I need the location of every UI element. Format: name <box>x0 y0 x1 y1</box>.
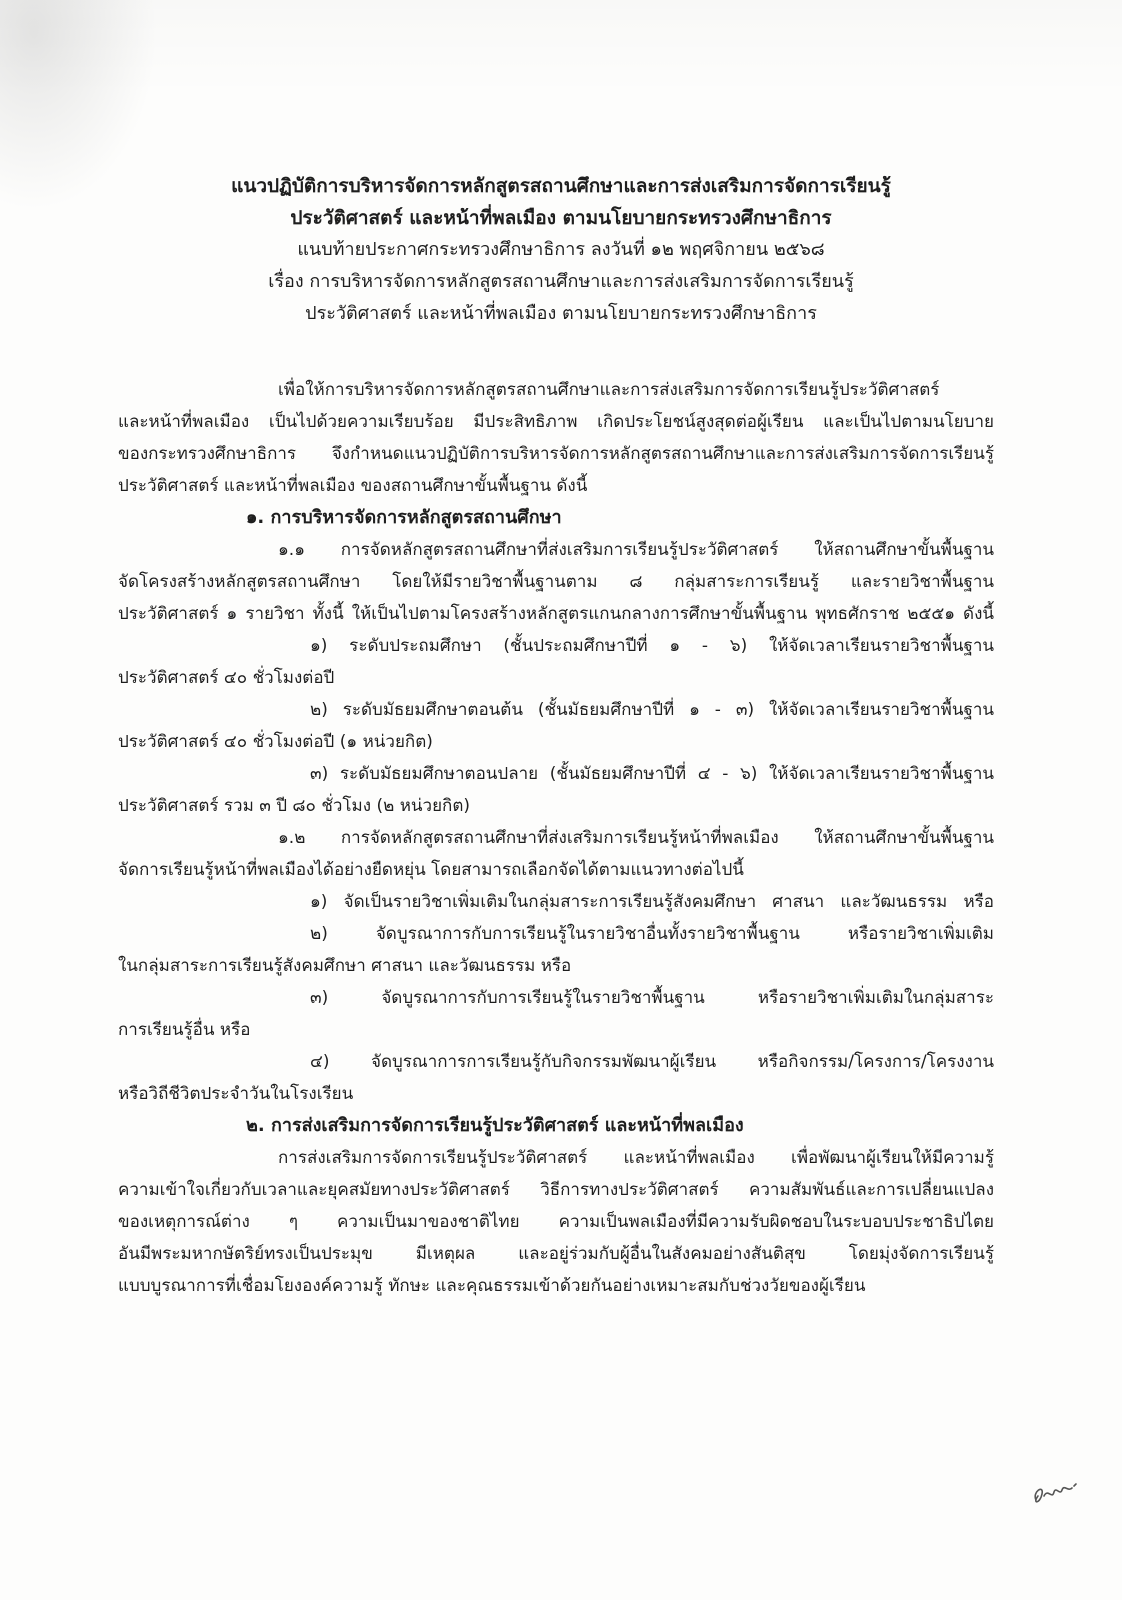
section-2-line: การส่งเสริมการจัดการเรียนรู้ประวัติศาสตร์ และหน้าที่พลเมือง เพื่อพัฒนาผู้เรียนให้มีความรู้ <box>278 1148 994 1168</box>
document-title-line-1: แนวปฏิบัติการบริหารจัดการหลักสูตรสถานศึกษาและการส่งเสริมการจัดการเรียนรู้ <box>231 175 891 197</box>
paragraph-1-1-line: ๑.๑ การจัดหลักสูตรสถานศึกษาที่ส่งเสริมการเรียนรู้ประวัติศาสตร์ ให้สถานศึกษาขั้นพื้นฐาน <box>278 540 994 560</box>
list-item-1-1-1: ๑) ระดับประถมศึกษา (ชั้นประถมศึกษาปีที่ ๑ - ๖) ให้จัดเวลาเรียนรายวิชาพื้นฐาน <box>310 636 994 656</box>
list-item-1-1-3: ๓) ระดับมัธยมศึกษาตอนปลาย (ชั้นมัธยมศึกษาปีที่ ๔ - ๖) ให้จัดเวลาเรียนรายวิชาพื้นฐาน <box>310 764 994 784</box>
list-item-1-2-3: ๓) จัดบูรณาการกับการเรียนรู้ในรายวิชาพื้นฐาน หรือรายวิชาเพิ่มเติมในกลุ่มสาระ <box>310 988 994 1008</box>
list-item-1-1-1-cont: ประวัติศาสตร์ ๔๐ ชั่วโมงต่อปี <box>118 668 335 688</box>
list-item-1-1-2-cont: ประวัติศาสตร์ ๔๐ ชั่วโมงต่อปี (๑ หน่วยกิต) <box>118 732 433 752</box>
subject-line-2: ประวัติศาสตร์ และหน้าที่พลเมือง ตามนโยบายกระทรวงศึกษาธิการ <box>305 303 817 324</box>
subject-line-1: เรื่อง การบริหารจัดการหลักสูตรสถานศึกษาและการส่งเสริมการจัดการเรียนรู้ <box>268 271 854 292</box>
section-2-heading: ๒. การส่งเสริมการจัดการเรียนรู้ประวัติศาสตร์ และหน้าที่พลเมือง <box>246 1115 744 1136</box>
list-item-1-2-2-cont: ในกลุ่มสาระการเรียนรู้สังคมศึกษา ศาสนา และวัฒนธรรม หรือ <box>118 956 572 976</box>
section-2-line: อันมีพระมหากษัตริย์ทรงเป็นประมุข มีเหตุผล และอยู่ร่วมกับผู้อื่นในสังคมอย่างสันติสุข โดยมุ่งจัดการเรียนรู้ <box>118 1244 994 1264</box>
list-item-1-2-4: ๔) จัดบูรณาการการเรียนรู้กับกิจกรรมพัฒนาผู้เรียน หรือกิจกรรม/โครงการ/โครงงาน <box>310 1052 994 1072</box>
paragraph-1-1-line: ประวัติศาสตร์ ๑ รายวิชา ทั้งนี้ ให้เป็นไปตามโครงสร้างหลักสูตรแกนกลางการศึกษาขั้นพื้นฐาน พุทธศักราช ๒๕๕๑ ดังนี้ <box>118 604 994 624</box>
document-title-line-2: ประวัติศาสตร์ และหน้าที่พลเมือง ตามนโยบายกระทรวงศึกษาธิการ <box>290 207 832 229</box>
annex-line: แนบท้ายประกาศกระทรวงศึกษาธิการ ลงวันที่ ๑๒ พฤศจิกายน ๒๕๖๘ <box>297 239 825 260</box>
document-body <box>118 374 994 1302</box>
paragraph-1-1-line: จัดโครงสร้างหลักสูตรสถานศึกษา โดยให้มีรายวิชาพื้นฐานตาม ๘ กลุ่มสาระการเรียนรู้ และรายวิชาพื้นฐาน <box>118 572 994 592</box>
section-2-line: ความเข้าใจเกี่ยวกับเวลาและยุคสมัยทางประวัติศาสตร์ วิธีการทางประวัติศาสตร์ ความสัมพันธ์และการเปลี่ยนแปลง <box>118 1180 994 1200</box>
title-block <box>0 170 1122 330</box>
list-item-1-2-2: ๒) จัดบูรณาการกับการเรียนรู้ในรายวิชาอื่นทั้งรายวิชาพื้นฐาน หรือรายวิชาเพิ่มเติม <box>310 924 994 944</box>
intro-line: เพื่อให้การบริหารจัดการหลักสูตรสถานศึกษาและการส่งเสริมการจัดการเรียนรู้ประวัติศาสตร์ <box>278 380 940 400</box>
intro-line: ของกระทรวงศึกษาธิการ จึงกำหนดแนวปฏิบัติการบริหารจัดการหลักสูตรสถานศึกษาและการส่งเสริมการจัดการเรียนรู้ <box>118 444 994 464</box>
handwritten-initials-signature <box>1030 1470 1100 1510</box>
intro-line: ประวัติศาสตร์ และหน้าที่พลเมือง ของสถานศึกษาขั้นพื้นฐาน ดังนี้ <box>118 476 588 496</box>
intro-line: และหน้าที่พลเมือง เป็นไปด้วยความเรียบร้อย มีประสิทธิภาพ เกิดประโยชน์สูงสุดต่อผู้เรียน และเป็นไปตามนโยบาย <box>118 412 994 432</box>
list-item-1-2-1: ๑) จัดเป็นรายวิชาเพิ่มเติมในกลุ่มสาระการเรียนรู้สังคมศึกษา ศาสนา และวัฒนธรรม หรือ <box>310 892 994 912</box>
paragraph-1-2-line: ๑.๒ การจัดหลักสูตรสถานศึกษาที่ส่งเสริมการเรียนรู้หน้าที่พลเมือง ให้สถานศึกษาขั้นพื้นฐาน <box>278 828 994 848</box>
section-1-heading: ๑. การบริหารจัดการหลักสูตรสถานศึกษา <box>246 507 562 528</box>
list-item-1-2-3-cont: การเรียนรู้อื่น หรือ <box>118 1020 251 1040</box>
paragraph-1-2-line: จัดการเรียนรู้หน้าที่พลเมืองได้อย่างยืดหยุ่น โดยสามารถเลือกจัดได้ตามแนวทางต่อไปนี้ <box>118 860 744 880</box>
list-item-1-2-4-cont: หรือวิถีชีวิตประจำวันในโรงเรียน <box>118 1084 354 1104</box>
list-item-1-1-2: ๒) ระดับมัธยมศึกษาตอนต้น (ชั้นมัธยมศึกษาปีที่ ๑ - ๓) ให้จัดเวลาเรียนรายวิชาพื้นฐาน <box>310 700 994 720</box>
list-item-1-1-3-cont: ประวัติศาสตร์ รวม ๓ ปี ๘๐ ชั่วโมง (๒ หน่วยกิต) <box>118 796 470 816</box>
section-2-line: แบบบูรณาการที่เชื่อมโยงองค์ความรู้ ทักษะ และคุณธรรมเข้าด้วยกันอย่างเหมาะสมกับช่วงวัยของผู้เรียน <box>118 1276 866 1296</box>
section-2-line: ของเหตุการณ์ต่าง ๆ ความเป็นมาของชาติไทย ความเป็นพลเมืองที่มีความรับผิดชอบในระบอบประชาธิปไตย <box>118 1212 994 1232</box>
